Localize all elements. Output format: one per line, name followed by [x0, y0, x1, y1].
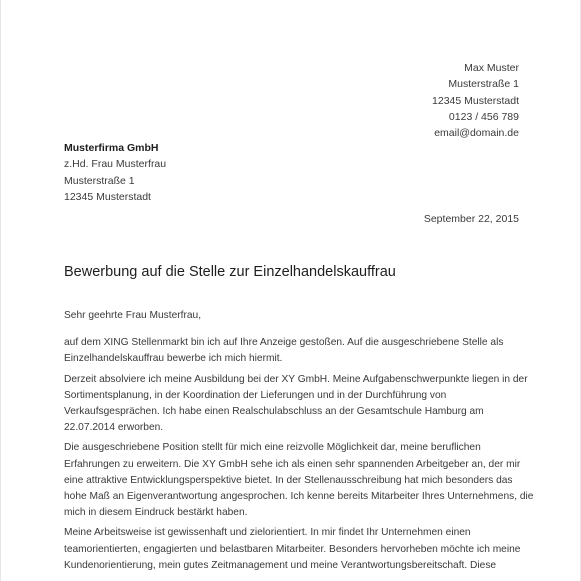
body-line: eine attraktive Entwicklungsperspektive bietet. In der Stellenausschreibung hat mich besonders das [64, 474, 513, 486]
body-line: Meine Arbeitsweise ist gewissenhaft und zielorientiert. In mir findet Ihr Unternehmen einen [64, 527, 471, 539]
recipient-city: 12345 Musterstadt [64, 190, 151, 203]
sender-name: Max Muster [464, 62, 519, 74]
body-line: auf dem XING Stellenmarkt bin ich auf Ihre Anzeige gestoßen. Auf die ausgeschriebene Stelle als [64, 337, 504, 349]
sender-street: Musterstraße 1 [448, 78, 519, 91]
body-line: Erfahrungen zu erweitern. Die XY GmbH sehe ich als einen sehr spannenden Arbeitgeber an, der mir [64, 458, 521, 470]
sender-city: 12345 Musterstadt [432, 94, 519, 107]
paragraph-education [64, 372, 534, 437]
salutation: Sehr geehrte Frau Musterfrau, [64, 310, 202, 321]
letter-date: September 22, 2015 [423, 213, 519, 225]
sender-phone: 0123 / 456 789 [448, 110, 519, 123]
recipient-address-block [64, 140, 166, 205]
body-line: mich in diesem Eindruck bestärkt haben. [64, 507, 248, 519]
recipient-company: Musterfirma GmbH [64, 142, 159, 154]
body-line: teamorientierten, engagierten und belastbaren Mitarbeiter. Besonders hervorheben möchte ich meine [64, 543, 521, 555]
body-line: Einzelhandelskauffrau bewerbe ich mich hiermit. [64, 353, 283, 365]
body-line: Derzeit absolviere ich meine Ausbildung bei der XY GmbH. Meine Aufgabenschwerpunkte liegen in der [64, 373, 528, 385]
body-line: 22.07.2014 erworben. [64, 422, 164, 434]
paragraph-motivation [64, 440, 534, 521]
body-line: Kundenorientierung, mein gutes Zeitmanagement und meine Verantwortungsbereitschaft. Diese [64, 559, 497, 571]
paragraph-strengths [64, 525, 534, 574]
recipient-attention: z.Hd. Frau Musterfrau [64, 158, 167, 171]
letter-body [64, 308, 534, 578]
body-line: Verkaufsgesprächen. Ich habe einen Realschulabschluss an der Gesamtschule Hamburg am [64, 406, 484, 418]
sender-address-block [432, 60, 519, 141]
body-line: hohe Maß an Eigenverantwortung angesprochen. Ich kenne bereits Mitarbeiter Ihres Unternehmens, die [64, 491, 534, 503]
recipient-street: Musterstraße 1 [64, 174, 135, 187]
letter-subject: Bewerbung auf die Stelle zur Einzelhandelskauffrau [64, 264, 396, 280]
body-line: Die ausgeschriebene Position stellt für mich eine reizvolle Möglichkeit dar, meine beruflichen [64, 442, 481, 454]
sender-email: email@domain.de [434, 127, 519, 140]
paragraph-intro [64, 335, 534, 367]
body-line: Sortimentsplanung, in der Koordination der Lieferungen und in der Durchführung von [64, 389, 447, 401]
